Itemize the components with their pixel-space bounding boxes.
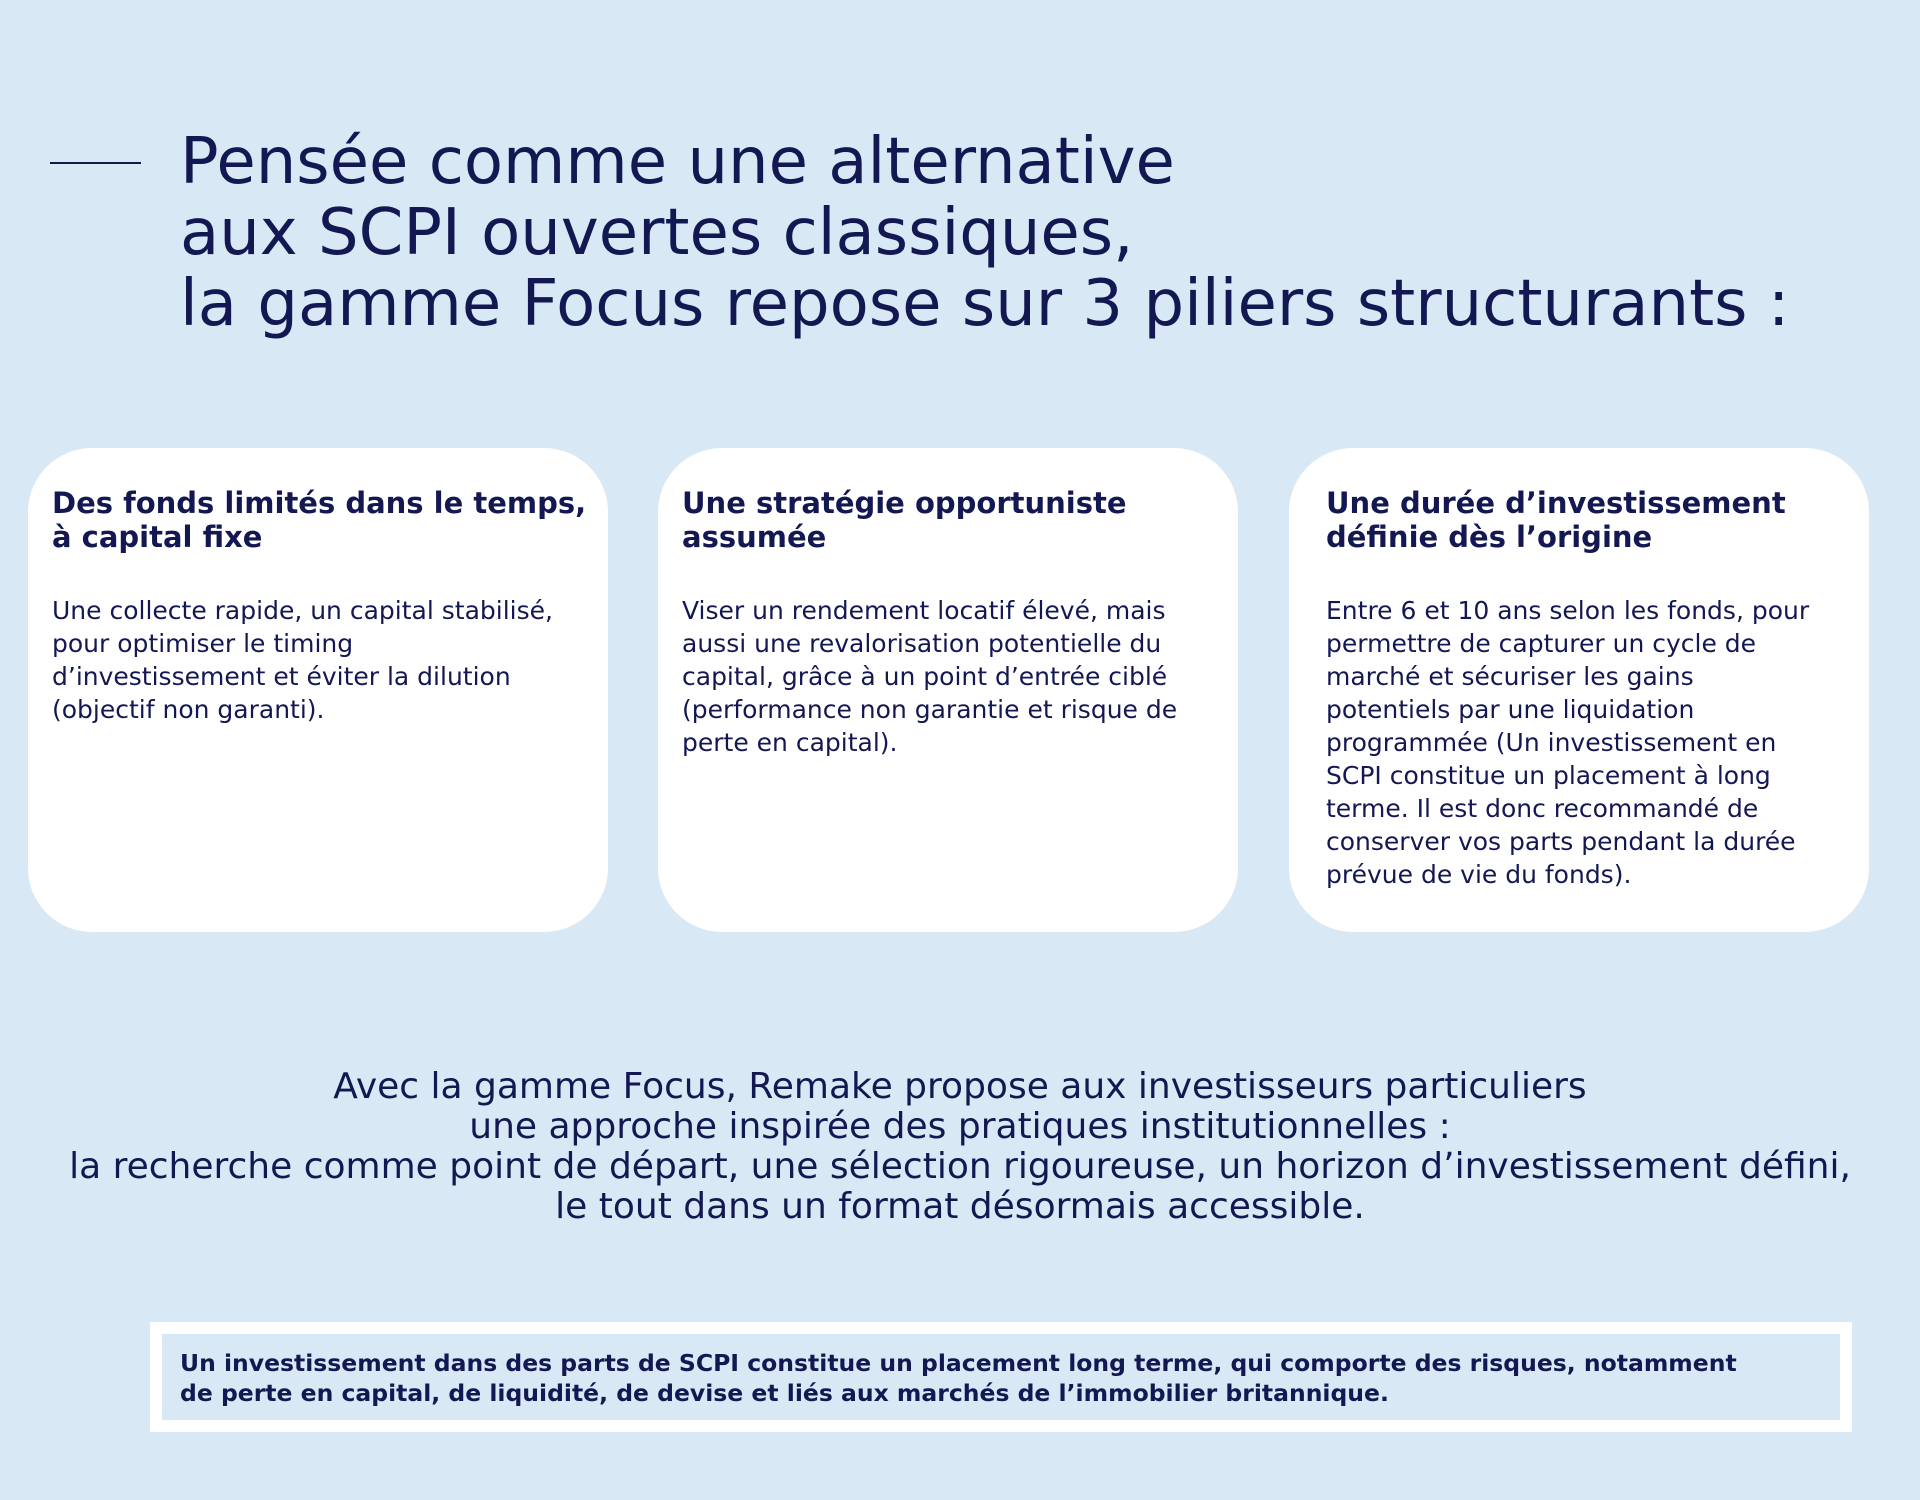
page-title-line-2: aux SCPI ouvertes classiques,: [180, 196, 1134, 270]
pillar-card-text: Une collecte rapide, un capital stabilisé, pour optimiser le timing d’investissement et éviter la dilution (objectif non garanti).: [52, 596, 553, 724]
page-title-line-1: Pensée comme une alternative: [180, 125, 1175, 199]
pillar-card-title: Une stratégie opportuniste assumée: [682, 486, 1127, 554]
heading-accent-line: [50, 162, 141, 164]
pillar-card-title: Des fonds limités dans le temps, à capital fixe: [52, 486, 587, 554]
risk-disclaimer-line-2: de perte en capital, de liquidité, de devise et liés aux marchés de l’immobilier britannique.: [180, 1379, 1389, 1407]
summary-statement: [0, 1067, 1920, 1227]
summary-line-2: une approche inspirée des pratiques institutionnelles :: [469, 1106, 1451, 1147]
risk-disclaimer-box: [150, 1322, 1852, 1432]
summary-line-4: le tout dans un format désormais accessible.: [555, 1186, 1365, 1227]
pillar-card-text: Viser un rendement locatif élevé, mais aussi une revalorisation potentielle du capital, grâce à un point d’entrée ciblé (performance non garantie et risque de perte en capital).: [682, 596, 1178, 757]
pillar-card-opportunistic-strategy: [658, 448, 1238, 932]
summary-line-1: Avec la gamme Focus, Remake propose aux investisseurs particuliers: [333, 1066, 1587, 1107]
risk-disclaimer-inner: [162, 1334, 1840, 1420]
pillar-card-title: Une durée d’investissement définie dès l’origine: [1326, 486, 1786, 554]
page-title: [180, 127, 1890, 340]
pillar-card-text: Entre 6 et 10 ans selon les fonds, pour permettre de capturer un cycle de marché et sécuriser les gains potentiels par une liquidation programmée (Un investissement en SCPI constitue un placement à long terme. Il est donc recommandé de conserver vos parts pendant la durée prévue de vie du fonds).: [1326, 596, 1810, 889]
risk-disclaimer-text: [180, 1348, 1824, 1408]
risk-disclaimer-line-1: Un investissement dans des parts de SCPI constitue un placement long terme, qui comporte des risques, notamment: [180, 1349, 1737, 1377]
page-title-line-3: la gamme Focus repose sur 3 piliers structurants :: [180, 267, 1790, 341]
pillar-card-fixed-capital: [28, 448, 608, 932]
summary-line-3: la recherche comme point de départ, une sélection rigoureuse, un horizon d’investissement défini,: [69, 1146, 1851, 1187]
pillar-card-investment-duration: [1289, 448, 1869, 932]
